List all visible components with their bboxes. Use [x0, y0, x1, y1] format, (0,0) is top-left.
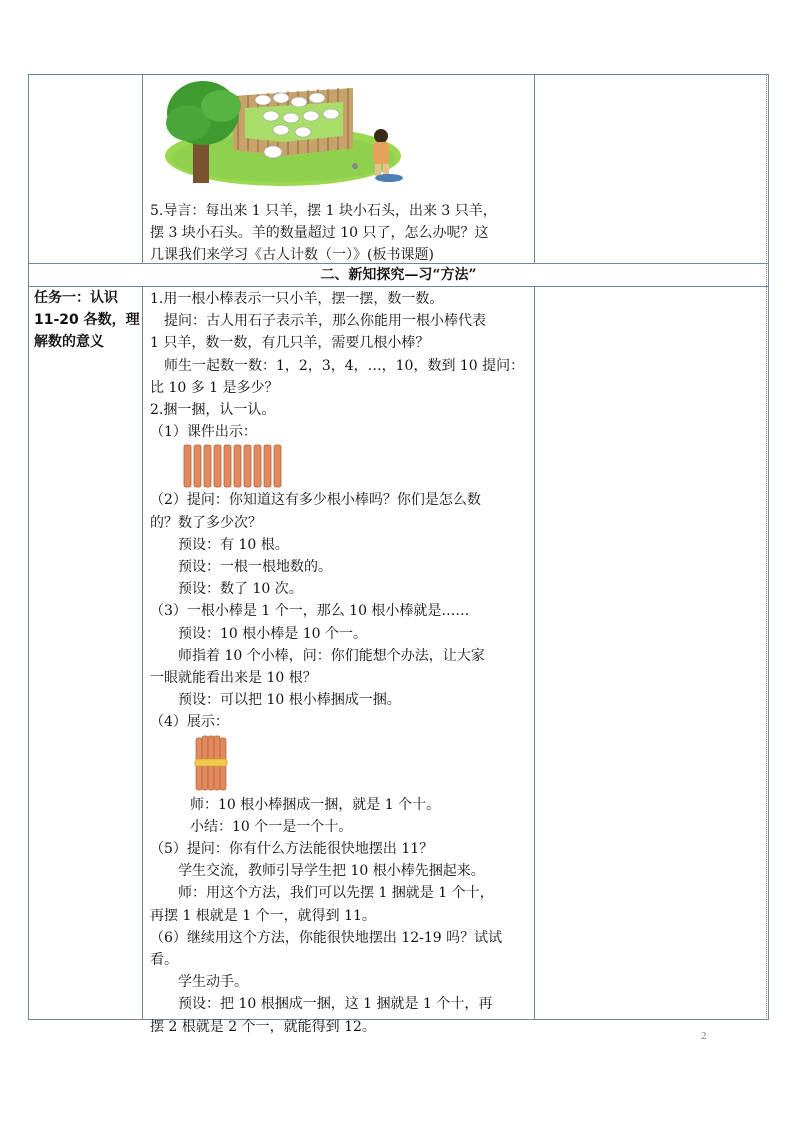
- content-line: （6）继续用这个方法，你能很快地摆出 12-19 吗？试试: [150, 929, 503, 946]
- content-line: 师：用这个方法，我们可以先摆 1 捆就是 1 个十，: [178, 885, 494, 902]
- intro-line: 几课我们来学习《古人计数（一）》(板书课题): [150, 247, 434, 264]
- content-line: 摆 2 根就是 2 个一，就能得到 12。: [150, 1018, 376, 1035]
- content-line: 师指着 10 个小棒，问：你们能想个办法，让大家: [178, 647, 485, 664]
- lesson-content: [150, 288, 534, 1038]
- section-title: 二、新知探究—习“方法”: [320, 267, 477, 283]
- sheep-pen-illustration: [163, 78, 418, 201]
- content-line: 预设：10 根小棒是 10 个一。: [178, 625, 367, 642]
- content-line: 预设：把 10 根捆成一捆，这 1 捆就是 1 个十，再: [178, 996, 493, 1013]
- page-number: 2: [701, 1030, 707, 1042]
- content-line: 预设：有 10 根。: [178, 536, 289, 553]
- content-line: （1）课件出示：: [150, 424, 257, 441]
- content-line: 一眼就能看出来是 10 根？: [150, 670, 317, 687]
- content-line: （5）提问：你有什么方法能很快地摆出 11？: [150, 841, 434, 858]
- task-label-line: 任务一：认识: [34, 290, 118, 306]
- content-line: 比 10 多 1 是多少？: [150, 379, 279, 396]
- content-line: （3）一根小棒是 1 个一，那么 10 根小棒就是……: [150, 603, 470, 620]
- intro-line: 5.导言：每出来 1 只羊，摆 1 块小石头，出来 3 只羊，: [150, 203, 497, 219]
- content-line: （4）展示：: [150, 714, 229, 731]
- content-line: 预设：数了 10 次。: [178, 581, 303, 598]
- content-line: 的？数了多少次？: [150, 514, 262, 531]
- ten-sticks-icon: [182, 443, 282, 489]
- content-line: 看。: [150, 952, 178, 969]
- content-line: 学生交流，教师引导学生把 10 根小棒先捆起来。: [178, 863, 485, 880]
- content-line: 学生动手。: [178, 974, 248, 991]
- content-line: 预设：一根一根地数的。: [178, 559, 332, 576]
- bundle-icon: [192, 734, 232, 794]
- task-label-line: 解数的意义: [34, 334, 104, 350]
- intro-line: 摆 3 块小石头。羊的数量超过 10 只了，怎么办呢？这: [150, 225, 489, 242]
- content-line: （2）提问：你知道这有多少根小棒吗？你们是怎么数: [150, 492, 481, 509]
- intro-text: [150, 200, 534, 267]
- content-line: 提问：古人用石子表示羊，那么你能用一根小棒代表: [164, 313, 486, 330]
- content-line: 1 只羊，数一数，有几只羊，需要几根小棒？: [150, 335, 430, 352]
- content-line: 再摆 1 根就是 1 个一，就得到 11。: [150, 907, 376, 924]
- content-line: 师：10 根小棒捆成一捆，就是 1 个十。: [190, 796, 441, 813]
- content-line: 师生一起数一数：1，2，3，4，…，10，数到 10 提问：: [164, 357, 525, 374]
- task-label-line: 11-20 各数，理: [34, 312, 140, 328]
- content-line: 1.用一根小棒表示一只小羊，摆一摆，数一数。: [150, 291, 444, 307]
- content-line: 预设：可以把 10 根小棒捆成一捆。: [178, 692, 401, 709]
- content-line: 2.捆一捆，认一认。: [150, 402, 276, 419]
- content-line: 小结：10 个一是一个十。: [190, 818, 353, 835]
- task-label: [34, 287, 140, 353]
- lesson-table: [28, 74, 769, 1035]
